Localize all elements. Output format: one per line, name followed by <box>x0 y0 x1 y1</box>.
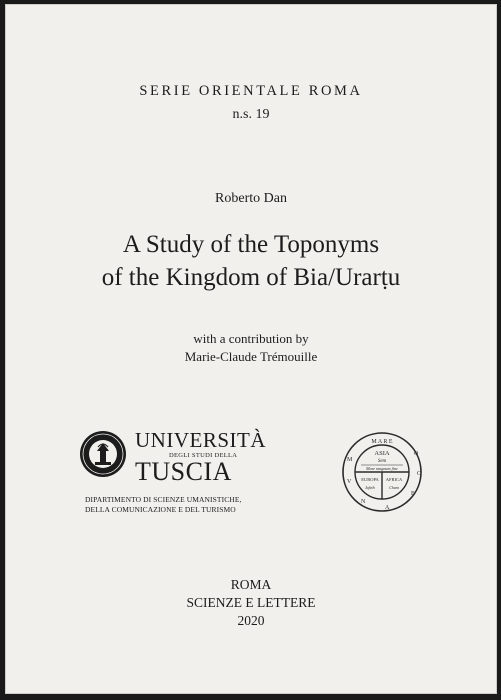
series-title: SERIE ORIENTALE ROMA <box>139 83 363 99</box>
book-cover <box>5 4 497 694</box>
svg-text:Iafeth: Iafeth <box>365 485 375 490</box>
svg-text:M: M <box>347 457 353 463</box>
svg-text:M A R E: M A R E <box>371 439 393 445</box>
svg-text:ASIA: ASIA <box>374 450 390 457</box>
university-name-line1: UNIVERSITÀ <box>135 428 266 452</box>
contributor-name: Marie-Claude Trémouille <box>184 349 318 364</box>
svg-text:Sem: Sem <box>377 459 387 464</box>
imprint-city: ROMA <box>230 577 272 592</box>
svg-text:O: O <box>414 451 419 457</box>
department-line2: DELLA COMUNICAZIONE E DEL TURISMO <box>85 505 236 514</box>
contribution-label: with a contribution by <box>193 331 309 346</box>
university-seal-icon <box>79 429 127 479</box>
imprint-publisher: SCIENZE E LETTERE <box>186 595 316 610</box>
series-number: n.s. 19 <box>232 107 270 122</box>
department-line1: DIPARTIMENTO DI SCIENZE UMANISTICHE, <box>85 495 242 504</box>
book-title-line2: of the Kingdom of Bia/Urarṭu <box>101 264 401 291</box>
svg-text:E: E <box>411 491 415 497</box>
svg-text:Mare magnum fine: Mare magnum fine <box>366 466 398 471</box>
svg-text:N: N <box>361 499 366 505</box>
university-name-line3: TUSCIA <box>135 457 232 486</box>
t-o-map-emblem-icon <box>341 431 423 513</box>
svg-text:AFRICA: AFRICA <box>385 477 403 482</box>
university-name-line2: DEGLI STUDI DELLA <box>169 452 238 459</box>
book-title-line1: A Study of the Toponyms <box>122 231 380 258</box>
svg-text:C: C <box>417 471 422 477</box>
author-name: Roberto Dan <box>215 191 287 206</box>
imprint-year: 2020 <box>237 613 265 628</box>
svg-text:EUROPA: EUROPA <box>361 477 379 482</box>
svg-text:V: V <box>347 479 352 485</box>
svg-text:Cham: Cham <box>389 485 399 490</box>
svg-text:A: A <box>385 505 390 511</box>
